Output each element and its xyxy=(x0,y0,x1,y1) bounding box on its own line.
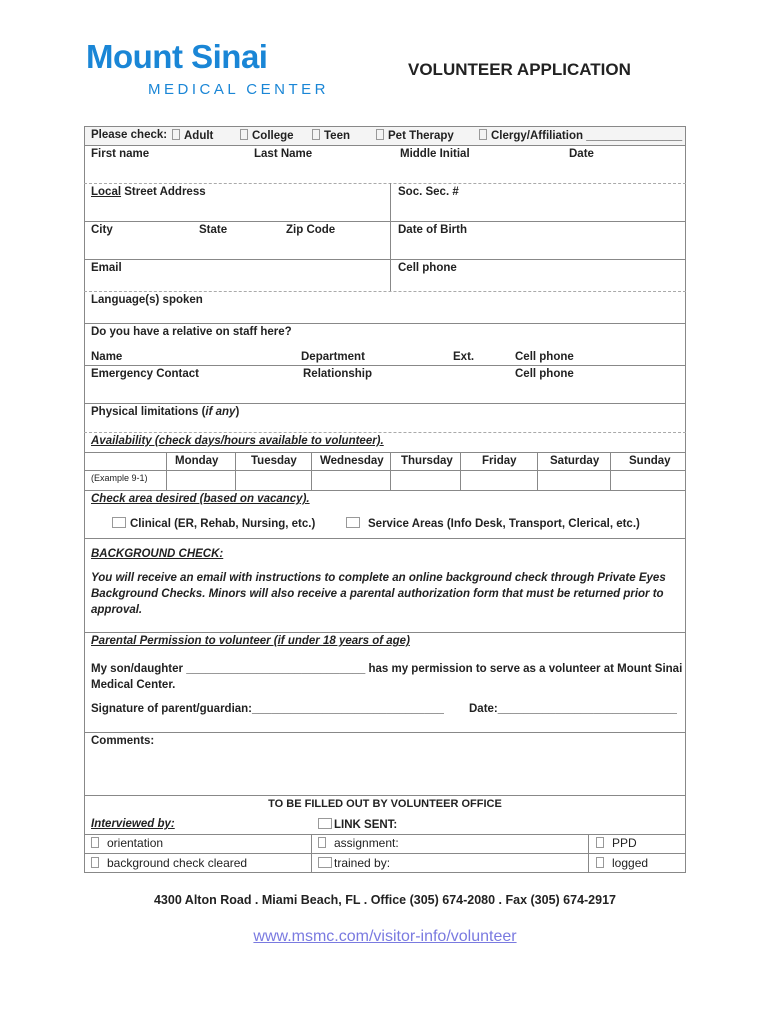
parent-signature-field[interactable]: Signature of parent/guardian:______________________________ xyxy=(91,703,444,715)
emergency-contact-field[interactable]: Emergency Contact xyxy=(91,368,200,380)
example-label: (Example 9-1) xyxy=(91,473,148,483)
checkbox-icon xyxy=(312,129,320,140)
checkbox-icon xyxy=(346,517,360,528)
orientation-option[interactable]: orientation xyxy=(91,836,163,850)
check-pet-therapy[interactable]: Pet Therapy xyxy=(376,129,454,142)
relative-ext-field[interactable]: Ext. xyxy=(453,351,475,363)
interviewed-by-field[interactable]: Interviewed by: xyxy=(91,818,175,830)
emergency-relationship-field[interactable]: Relationship xyxy=(303,368,373,380)
day-saturday: Saturday xyxy=(550,455,600,467)
parental-line-1[interactable]: My son/daughter ____________________________ has my permission to serve as a volunteer at Mount Sinai xyxy=(91,663,683,675)
checkbox-icon xyxy=(479,129,487,140)
checkbox-icon xyxy=(318,818,332,829)
relative-department-field[interactable]: Department xyxy=(301,351,365,363)
logged-option[interactable]: logged xyxy=(596,856,648,870)
day-friday: Friday xyxy=(482,455,517,467)
day-sunday: Sunday xyxy=(629,455,671,467)
day-thursday: Thursday xyxy=(401,455,453,467)
cell-phone-field[interactable]: Cell phone xyxy=(398,262,457,274)
zip-field[interactable]: Zip Code xyxy=(286,224,336,236)
checkbox-icon xyxy=(112,517,126,528)
background-text-2: Background Checks. Minors will also receive a parental authorization form that must be returned prior to xyxy=(91,588,664,600)
checkbox-icon xyxy=(172,129,180,140)
day-tuesday: Tuesday xyxy=(251,455,297,467)
relative-name-field[interactable]: Name xyxy=(91,351,123,363)
languages-field[interactable]: Language(s) spoken xyxy=(91,294,203,306)
check-adult[interactable]: Adult xyxy=(172,129,213,142)
check-teen[interactable]: Teen xyxy=(312,129,350,142)
first-name-field[interactable]: First name xyxy=(91,148,150,160)
footer-address: 4300 Alton Road . Miami Beach, FL . Office (305) 674-2080 . Fax (305) 674-2917 xyxy=(153,893,616,907)
background-check-label: BACKGROUND CHECK: xyxy=(91,548,224,560)
dob-field[interactable]: Date of Birth xyxy=(398,224,467,236)
emergency-cell-field[interactable]: Cell phone xyxy=(515,368,574,380)
street-address-field[interactable]: Local Street Address xyxy=(91,186,206,198)
area-label: Check area desired (based on vacancy). xyxy=(91,493,310,505)
availability-label: Availability (check days/hours available to volunteer). xyxy=(91,435,384,447)
date-field[interactable]: Date xyxy=(569,148,594,160)
link-sent-option[interactable]: LINK SENT: xyxy=(318,818,397,831)
day-monday: Monday xyxy=(175,455,219,467)
assignment-option[interactable]: assignment: xyxy=(318,836,399,850)
ppd-option[interactable]: PPD xyxy=(596,836,637,850)
checkbox-icon xyxy=(596,857,604,868)
logo-subtitle: MEDICAL CENTER xyxy=(148,81,329,98)
office-header: TO BE FILLED OUT BY VOLUNTEER OFFICE xyxy=(268,798,502,810)
checkbox-icon xyxy=(91,857,99,868)
logo-name: Mount Sinai xyxy=(86,38,268,75)
ssn-field[interactable]: Soc. Sec. # xyxy=(398,186,459,198)
parent-date-field[interactable]: Date:____________________________ xyxy=(469,703,677,715)
check-college[interactable]: College xyxy=(240,129,294,142)
background-text-1: You will receive an email with instructions to complete an online background check through Private Eyes xyxy=(91,572,666,584)
checkbox-icon xyxy=(376,129,384,140)
relative-cell-field[interactable]: Cell phone xyxy=(515,351,574,363)
physical-limitations-field[interactable]: Physical limitations (if any) xyxy=(91,406,240,418)
background-text-3: approval. xyxy=(91,604,143,616)
last-name-field[interactable]: Last Name xyxy=(254,148,313,160)
check-clergy[interactable]: Clergy/Affiliation _______________ xyxy=(479,129,682,142)
checkbox-icon xyxy=(240,129,248,140)
checkbox-icon xyxy=(91,837,99,848)
checkbox-icon xyxy=(318,857,332,868)
background-cleared-option[interactable]: background check cleared xyxy=(91,856,247,870)
day-wednesday: Wednesday xyxy=(320,455,384,467)
middle-initial-field[interactable]: Middle Initial xyxy=(400,148,470,160)
checkbox-icon xyxy=(318,837,326,848)
relative-question: Do you have a relative on staff here? xyxy=(91,326,292,338)
parental-line-2: Medical Center. xyxy=(91,679,176,691)
city-field[interactable]: City xyxy=(91,224,113,236)
page-title: VOLUNTEER APPLICATION xyxy=(408,60,631,79)
please-check-label: Please check: xyxy=(91,129,168,141)
parental-permission-label: Parental Permission to volunteer (if under 18 years of age) xyxy=(91,635,410,647)
state-field[interactable]: State xyxy=(199,224,228,236)
volunteer-link[interactable]: www.msmc.com/visitor-info/volunteer xyxy=(253,928,517,945)
area-service-option[interactable]: Service Areas (Info Desk, Transport, Clerical, etc.) xyxy=(346,517,640,530)
email-field[interactable]: Email xyxy=(91,262,122,274)
comments-field[interactable]: Comments: xyxy=(91,735,155,747)
area-clinical-option[interactable]: Clinical (ER, Rehab, Nursing, etc.) xyxy=(112,517,315,530)
trained-by-option[interactable]: trained by: xyxy=(318,856,390,870)
checkbox-icon xyxy=(596,837,604,848)
